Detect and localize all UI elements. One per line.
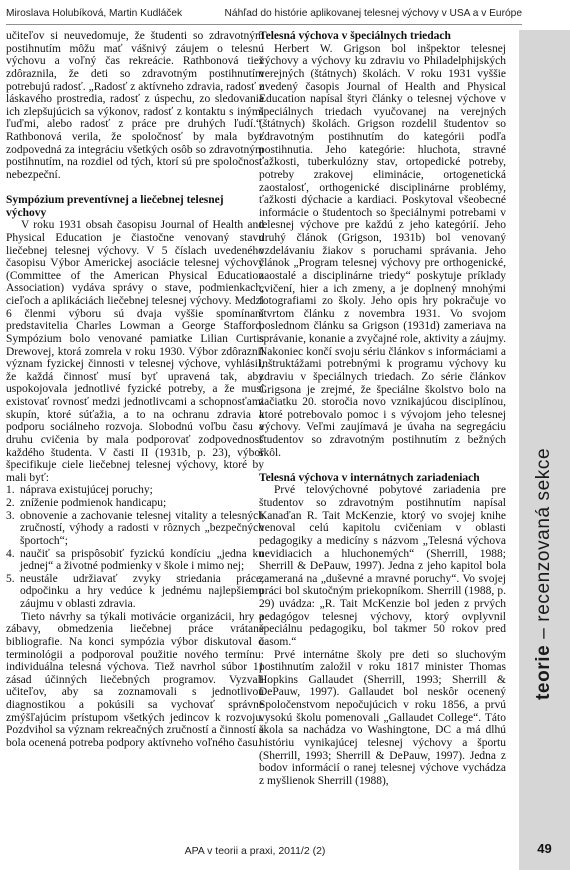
paragraph: učiteľov si neuvedomuje, že študenti so zdravotným postihnutím môžu mať vášnivý záujem o telesnú výchovu a voľný čas rekreácie. Rathbonová tiež zdôraznila, že deti so zdravotným postihnutím potrebujú radosť. „Radosť z aktívneho zdravia, radosť z láskavého prostredia, radosť z úspechu, zo sledovania ich zlepšujúcich sa výkonov, radosť z kontaktu s inými ľuďmi, alebo radosť z práce pre druhých ľudí.“. Rathbonová verila, že spoločnosť by mala byť zodpovedná za integráciu všetkých osôb so zdravotným postihnutím, na rozdiel od tých, ktorí sú pre spoločnosť nebezpeční. <box>6 30 264 181</box>
paragraph: Herbert W. Grigson bol inšpektor telesnej výchovy a výchovy ku zdraviu vo Philadelphijských verejných (štátnych) školách. V roku 1931 vyššie uvedený časopis Journal of Health and Physical Education napísal štyri články o telesnej výchove v špeciálnych triedach vyučovanej na verejných (štátnych) školách. Grigson rozdelil študentov so zdravotným postihnutím do kategórii podľa postihnutia. Jeho kategórie: hluchota, stravné ťažkosti, tuberkulózny stav, ortopedické potreby, potreby zrakovej eliminácie, ortogenetická zaostalosť, orthogenické disciplinárne problémy, ťažkosti dýchacie a kardiaci. Poskytoval všeobecné informácie o študentoch so špeciálnymi potrebami v telesnej výchove pre každú z jeho kategórií. Jeho druhý článok (Grigson, 1931b) bol venovaný vzdelávaniu žiakov s poruchami správania. Jeho článok „Program telesnej výchovy pre orthogenické, zaostalé a disciplinárne triedy“ poskytuje príklady cvičení, hier a ich zmeny, a je doplnený mnohými fotografiami zo školy. Jeho opis hry pokračuje vo štvrtom článku z novembra 1931. Vo svojom poslednom článku sa Grigson (1931d) zameriava na správanie, konanie a zvyčajné role, aktivity a záujmy. Nakoniec končí svoju sériu článkov s informáciami a inštruktážami potrebnými k programu výchovy ku zdraviu v špeciálnych triedach. Zo série článkov Grigsona je zrejmé, že špeciálne školstvo bolo na začiatku 20. storočia novo vznikajúcou disciplínou, ktoré potrebovalo pomoc i s vývojom jeho telesnej výchovy. Veľmi zaujímavá je úvaha na segregáciu študentov so zdravotným postihnutím z bežných škôl. <box>259 42 506 459</box>
paragraph: Prvé internátne školy pre deti so sluchovým postihnutím založil v roku 1817 minister Thomas Hopkins Gallaudet (Sherrill, 1993; Sherrill & DePauw, 1997). Gallaudet bol neskôr ocenený Spoločenstvom nepočujúcich v roku 1856, a prvú vysokú školu pomenovali „Gallaudet College“. Táto škola sa nachádza vo Washingtone, DC a má dlhú históriu vynikajúcej telesnej výchovy a športu (Sherrill, 1993; Sherrill & DePauw, 1997). Jedna z bodov informácií o ranej telesnej výchove vychádza z myšlienok Sherrill (1988), <box>259 648 506 787</box>
running-header <box>6 6 522 25</box>
right-column <box>259 30 506 787</box>
sidebar-label: teorie – recenzovaná sekce <box>533 447 554 700</box>
section-heading: Telesná výchova v internátnych zariadeniach <box>259 471 480 484</box>
aims-list <box>6 484 264 610</box>
paragraph: Prvé telovýchovné pobytové zariadenia pre študentov so zdravotným postihnutím napísal Kanaďan R. Tait McKenzie, ktorý vo svojej knihe venoval celú kapitolu cvičeniam v oblasti pedagogiky a medicíny s názvom „Telesná výchova nevidiacich a hluchonemých“ (Sherrill, 1988; Sherrill & DePauw, 1997). Jedna z jeho kapitol bola zameraná na „duševné a mravné poruchy“. Vo svojej práci bol skutočným priekopníkom. Sherrill (1988, p. 29) uvádza: „R. Tait McKenzie bol jeden z prvých pedagógov telesnej výchovy, ktorý ovplyvnil špeciálnu pedagogiku, bol takmer 50 rokov pred časom.“ <box>259 484 506 648</box>
paragraph: Tieto návrhy sa týkali motivácie organizácii, hry a zábavy, obmedzenia liečebnej práce vrátane bibliografie. Na konci sympózia výbor diskutoval o terminológii a podporoval použitie nového termínu: individuálna telesná výchova. Tiež navrhol súbor 11 zásad účinných liečebných programov. Vyzvali učiteľov, aby sa zoznamovali s jednotlivou diagnostikou a pokúsili sa vychovať správne zmýšľajúcim prístupom všetkých jedincov k rozvoju. Pozdvihol sa význam rekreačných zručností a činností a bola ocenená potreba podpory aktívneho voľného času. <box>6 610 264 749</box>
paragraph: V roku 1931 obsah časopisu Journal of Health and Physical Education je čiastočne venovaný stavu liečebnej telesnej výchovy. V 5 číslach uvedeného časopisu Výbor Americkej asociácie telesnej výchovy (Committee of the American Physical Education Association) vydáva správy o stave, podmienkach, cieľoch a aplikáciách liečebnej telesnej výchovy. Medzi 6 členmi výboru sú dvaja vyššie spomínaní predstavitelia Charles Lowman a George Stafford. Sympózium bolo venované pamiatke Lilian Curtis Drewovej, ktorá zomrela v roku 1930. Výbor zdôraznil význam fyzickej činnosti v telesnej výchove, vyhlásil, že každá činnosť musí byť upravená tak, aby uspokojovala jednotlivé fyzické potreby, a že musí existovať rovnosť medzi jednotlivcami a schopnosťami skupín, ktoré súťažia, a to na ochranu zdravia a podporu sociálneho rozvoja. Slobodnú voľbu času a druhu cvičenia by mala podporovať zodpovednosť každého študenta. V časti II (1931b, p. 23), výbor špecifikuje ciele liečebnej telesnej výchovy, ktoré by mali byť: <box>6 219 264 484</box>
footer-journal: APA v teorii a praxi, 2011/2 (2) <box>184 845 326 857</box>
left-column <box>6 30 264 750</box>
spacer <box>6 182 264 195</box>
list-item: 2. zníženie podmienok handicapu; <box>6 497 167 510</box>
page-number: 49 <box>537 841 552 856</box>
list-item: 1. náprava existujúcej poruchy; <box>6 484 153 497</box>
list-item: 3. obnovenie a zachovanie telesnej vitality a telesných zručností, výhody a radosti v rôznych „bezpečných športoch“; <box>6 509 264 547</box>
header-running-title: Náhľad do histórie aplikovanej telesnej výchovy v USA a v Európe <box>224 8 522 19</box>
list-item: 4. naučiť sa prispôsobiť fyzickú kondíciu „jedna ku jednej“ a životné podmienky v škole i mimo nej; <box>6 547 264 573</box>
spacer <box>259 459 506 472</box>
header-authors: Miroslava Holubíková, Martin Kudláček <box>6 8 183 19</box>
list-item: 5. neustále udržiavať zvyky striedania práce, odpočinku a hry vedúce k jednému najlepšiemu záujmu v oblasti zdravia. <box>6 572 264 611</box>
section-heading: Telesná výchova v špeciálnych triedach <box>259 30 451 42</box>
section-heading: Sympózium preventívnej a liečebnej telesnej výchovy <box>6 194 224 219</box>
